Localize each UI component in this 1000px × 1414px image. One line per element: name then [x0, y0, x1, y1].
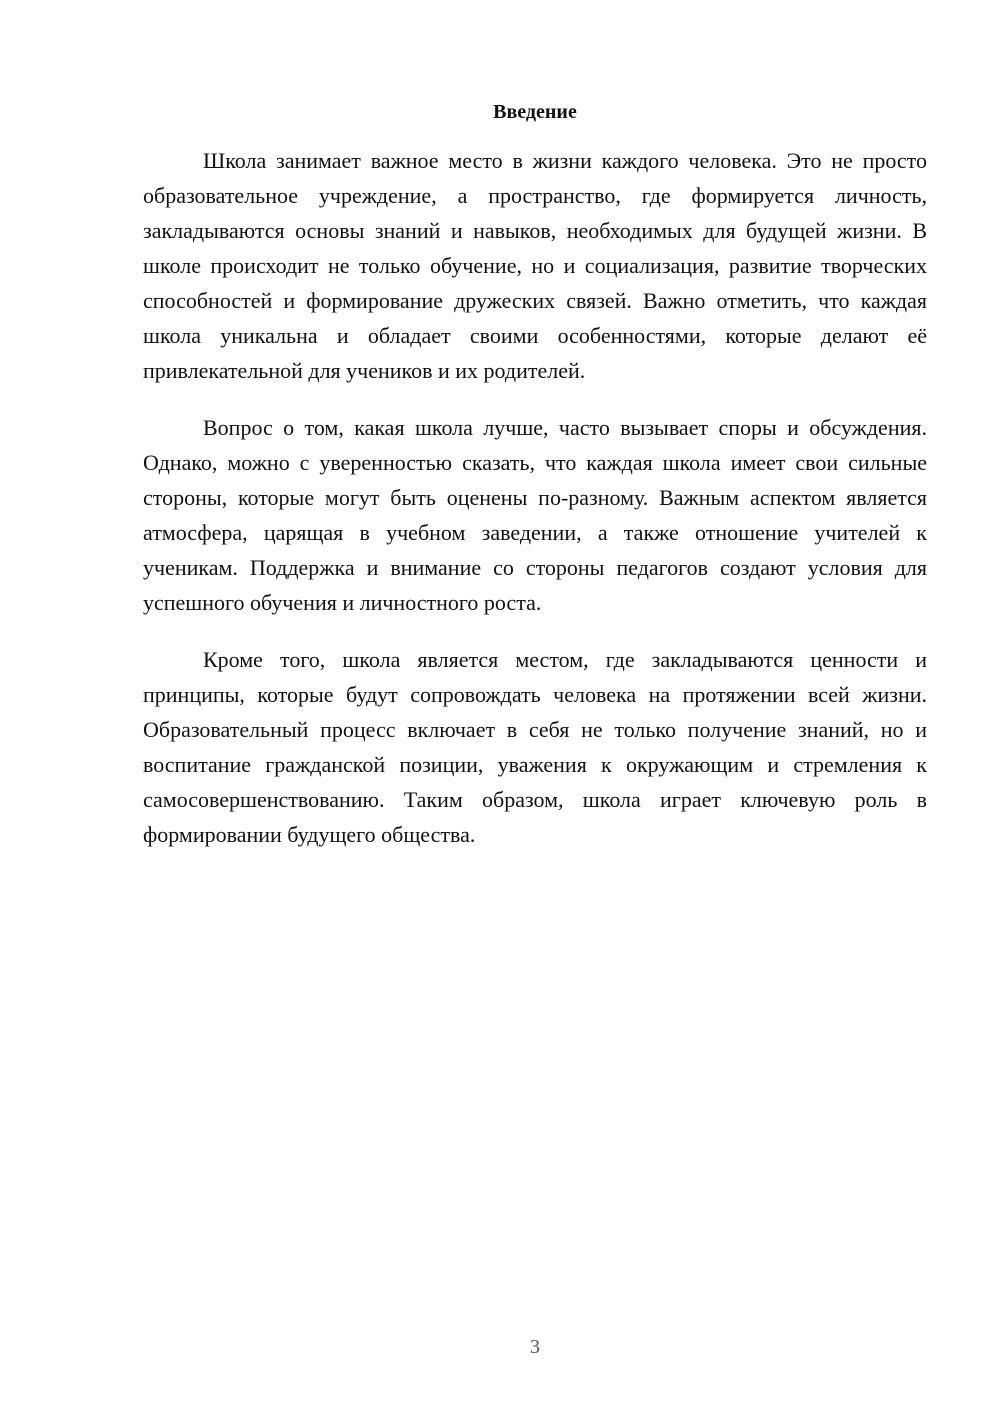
section-title: Введение [493, 101, 577, 123]
page-number: 3 [530, 1336, 540, 1358]
paragraph-3: Кроме того, школа является местом, где закладываются ценности и принципы, которые будут сопровождать человека на протяжении всей жизни. Образовательный процесс включает в себя не только получение знаний, но и воспитание гражданской позиции, уважения к окружающим и стремления к самосовершенствованию. Таким образом, школа играет ключевую роль в формировании будущего общества. [143, 647, 927, 847]
document-body [143, 143, 927, 874]
paragraph-2: Вопрос о том, какая школа лучше, часто вызывает споры и обсуждения. Однако, можно с уверенностью сказать, что каждая школа имеет свои сильные стороны, которые могут быть оценены по-разному. Важным аспектом является атмосфера, царящая в учебном заведении, а также отношение учителей к ученикам. Поддержка и внимание со стороны педагогов создают условия для успешного обучения и личностного роста. [143, 415, 927, 615]
paragraph-1: Школа занимает важное место в жизни каждого человека. Это не просто образовательное учреждение, а пространство, где формируется личность, закладываются основы знаний и навыков, необходимых для будущей жизни. В школе происходит не только обучение, но и социализация, развитие творческих способностей и формирование дружеских связей. Важно отметить, что каждая школа уникальна и обладает своими особенностями, которые делают её привлекательной для учеников и их родителей. [143, 148, 927, 383]
